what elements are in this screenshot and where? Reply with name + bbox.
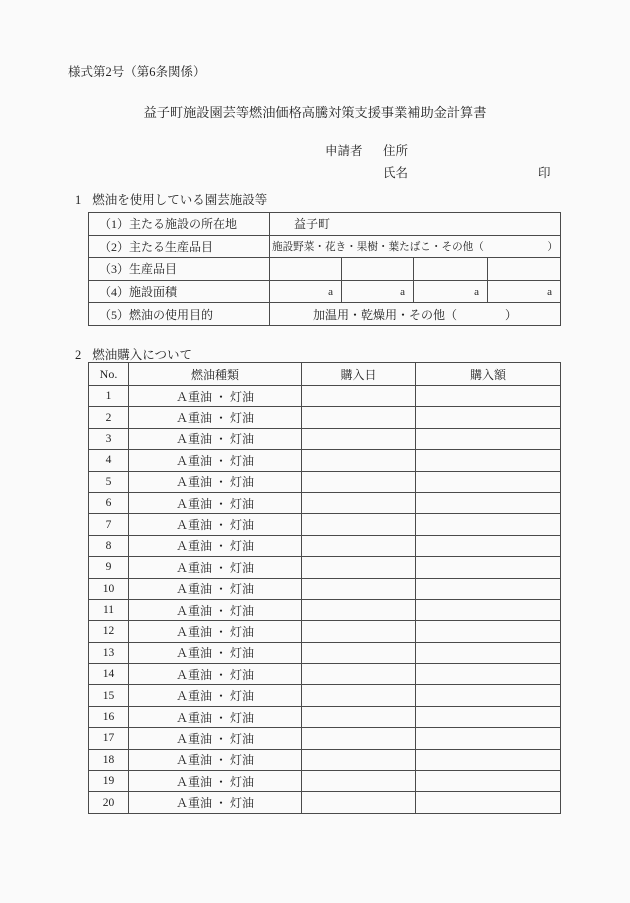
fuel-purchase-row [89,642,561,663]
fuel-type-cell: Ａ重油 ・ 灯油 [129,771,302,792]
purchase-date-cell [302,728,416,749]
fuel-purchase-row [89,664,561,685]
fuel-type-cell: Ａ重油 ・ 灯油 [129,706,302,727]
purchase-amount-cell [416,535,561,556]
col-header-purchase-date: 購入日 [302,363,416,386]
facility-purpose-value: 加温用・乾燥用・その他（ ） [270,303,561,326]
purchase-date-cell [302,514,416,535]
row-number: 7 [89,514,129,535]
fuel-purchase-row [89,471,561,492]
fuel-type-cell: Ａ重油 ・ 灯油 [129,557,302,578]
row-number: 6 [89,492,129,513]
fuel-purchase-row [89,728,561,749]
fuel-purchase-row [89,706,561,727]
purchase-date-cell [302,407,416,428]
section2-number: 2 [75,348,82,362]
page-title: 益子町施設園芸等燃油価格高騰対策支援事業補助金計算書 [143,105,487,120]
facility-table [88,212,561,326]
row-number: 2 [89,407,129,428]
row-number: 17 [89,728,129,749]
fuel-purchase-row [89,599,561,620]
purchase-amount-cell [416,557,561,578]
purchase-amount-cell [416,621,561,642]
purchase-date-cell [302,578,416,599]
row-number: 3 [89,428,129,449]
fuel-purchase-row [89,386,561,407]
row-number: 16 [89,706,129,727]
col-header-fuel-type: 燃油種類 [129,363,302,386]
row-number: 10 [89,578,129,599]
fuel-type-cell: Ａ重油 ・ 灯油 [129,664,302,685]
fuel-purchase-row [89,557,561,578]
applicant-seal-label: 印 [538,166,551,180]
form-number: 様式第2号（第6条関係） [68,65,206,79]
fuel-type-cell: Ａ重油 ・ 灯油 [129,514,302,535]
purchase-amount-cell [416,471,561,492]
fuel-type-cell: Ａ重油 ・ 灯油 [129,492,302,513]
applicant-name-label: 氏名 [383,166,409,180]
fuel-type-cell: Ａ重油 ・ 灯油 [129,407,302,428]
purchase-date-cell [302,386,416,407]
fuel-type-cell: Ａ重油 ・ 灯油 [129,428,302,449]
facility-area-cell-1: a [270,280,342,303]
fuel-purchase-row [89,621,561,642]
fuel-type-cell: Ａ重油 ・ 灯油 [129,535,302,556]
applicant-address-label: 住所 [383,144,409,158]
fuel-purchase-row [89,450,561,471]
purchase-amount-cell [416,706,561,727]
purchase-amount-cell [416,492,561,513]
row-number: 19 [89,771,129,792]
purchase-date-cell [302,706,416,727]
fuel-purchase-row [89,535,561,556]
facility-row-area [89,280,561,303]
section2-title: 燃油購入について [92,348,193,362]
col-header-no: No. [89,363,129,386]
fuel-purchase-tbody [89,386,561,814]
purchase-date-cell [302,792,416,813]
facility-row-main-products [89,235,561,258]
row-number: 14 [89,664,129,685]
purchase-date-cell [302,749,416,770]
row-number: 18 [89,749,129,770]
facility-products-label: （3）生産品目 [89,258,270,281]
row-number: 15 [89,685,129,706]
facility-products-cell-2 [342,258,414,281]
purchase-amount-cell [416,450,561,471]
purchase-amount-cell [416,728,561,749]
row-number: 13 [89,642,129,663]
row-number: 9 [89,557,129,578]
fuel-type-cell: Ａ重油 ・ 灯油 [129,728,302,749]
fuel-type-cell: Ａ重油 ・ 灯油 [129,792,302,813]
purchase-date-cell [302,535,416,556]
row-number: 12 [89,621,129,642]
facility-products-cell-3 [414,258,488,281]
facility-products-cell-4 [488,258,561,281]
purchase-amount-cell [416,599,561,620]
fuel-purchase-header-row [89,363,561,386]
facility-main-products-value: 施設野菜・花き・果樹・葉たばこ・その他（ ） [270,235,561,258]
purchase-amount-cell [416,771,561,792]
purchase-amount-cell [416,428,561,449]
purchase-date-cell [302,664,416,685]
facility-main-products-label: （2）主たる生産品目 [89,235,270,258]
purchase-amount-cell [416,578,561,599]
purchase-date-cell [302,685,416,706]
fuel-purchase-table [88,362,561,814]
facility-area-cell-2: a [342,280,414,303]
section1-number: 1 [75,193,82,207]
fuel-type-cell: Ａ重油 ・ 灯油 [129,685,302,706]
fuel-type-cell: Ａ重油 ・ 灯油 [129,471,302,492]
fuel-type-cell: Ａ重油 ・ 灯油 [129,386,302,407]
purchase-amount-cell [416,792,561,813]
fuel-purchase-row [89,514,561,535]
fuel-type-cell: Ａ重油 ・ 灯油 [129,578,302,599]
fuel-purchase-row [89,792,561,813]
purchase-date-cell [302,771,416,792]
row-number: 1 [89,386,129,407]
fuel-purchase-row [89,428,561,449]
purchase-date-cell [302,450,416,471]
facility-row-purpose [89,303,561,326]
purchase-date-cell [302,492,416,513]
section1-title: 燃油を使用している園芸施設等 [92,193,268,207]
facility-area-label: （4）施設面積 [89,280,270,303]
purchase-amount-cell [416,685,561,706]
section1-heading [75,190,267,208]
section2-heading [75,345,192,363]
facility-products-cell-1 [270,258,342,281]
fuel-type-cell: Ａ重油 ・ 灯油 [129,642,302,663]
facility-purpose-label: （5）燃油の使用目的 [89,303,270,326]
purchase-date-cell [302,642,416,663]
facility-location-label: （1）主たる施設の所在地 [89,213,270,236]
purchase-amount-cell [416,664,561,685]
fuel-type-cell: Ａ重油 ・ 灯油 [129,749,302,770]
purchase-amount-cell [416,514,561,535]
facility-area-cell-3: a [414,280,488,303]
purchase-amount-cell [416,642,561,663]
purchase-amount-cell [416,407,561,428]
row-number: 20 [89,792,129,813]
fuel-purchase-row [89,492,561,513]
facility-row-location [89,213,561,236]
facility-row-products [89,258,561,281]
purchase-date-cell [302,557,416,578]
row-number: 11 [89,599,129,620]
applicant-label: 申請者 [325,144,363,158]
purchase-date-cell [302,428,416,449]
facility-location-value: 益子町 [270,213,561,236]
row-number: 4 [89,450,129,471]
fuel-purchase-row [89,407,561,428]
fuel-type-cell: Ａ重油 ・ 灯油 [129,621,302,642]
row-number: 8 [89,535,129,556]
row-number: 5 [89,471,129,492]
purchase-date-cell [302,599,416,620]
fuel-purchase-row [89,749,561,770]
fuel-purchase-row [89,578,561,599]
fuel-type-cell: Ａ重油 ・ 灯油 [129,450,302,471]
col-header-purchase-amount: 購入額 [416,363,561,386]
fuel-type-cell: Ａ重油 ・ 灯油 [129,599,302,620]
purchase-date-cell [302,471,416,492]
facility-area-cell-4: a [488,280,561,303]
purchase-amount-cell [416,386,561,407]
purchase-amount-cell [416,749,561,770]
fuel-purchase-row [89,771,561,792]
fuel-purchase-row [89,685,561,706]
purchase-date-cell [302,621,416,642]
